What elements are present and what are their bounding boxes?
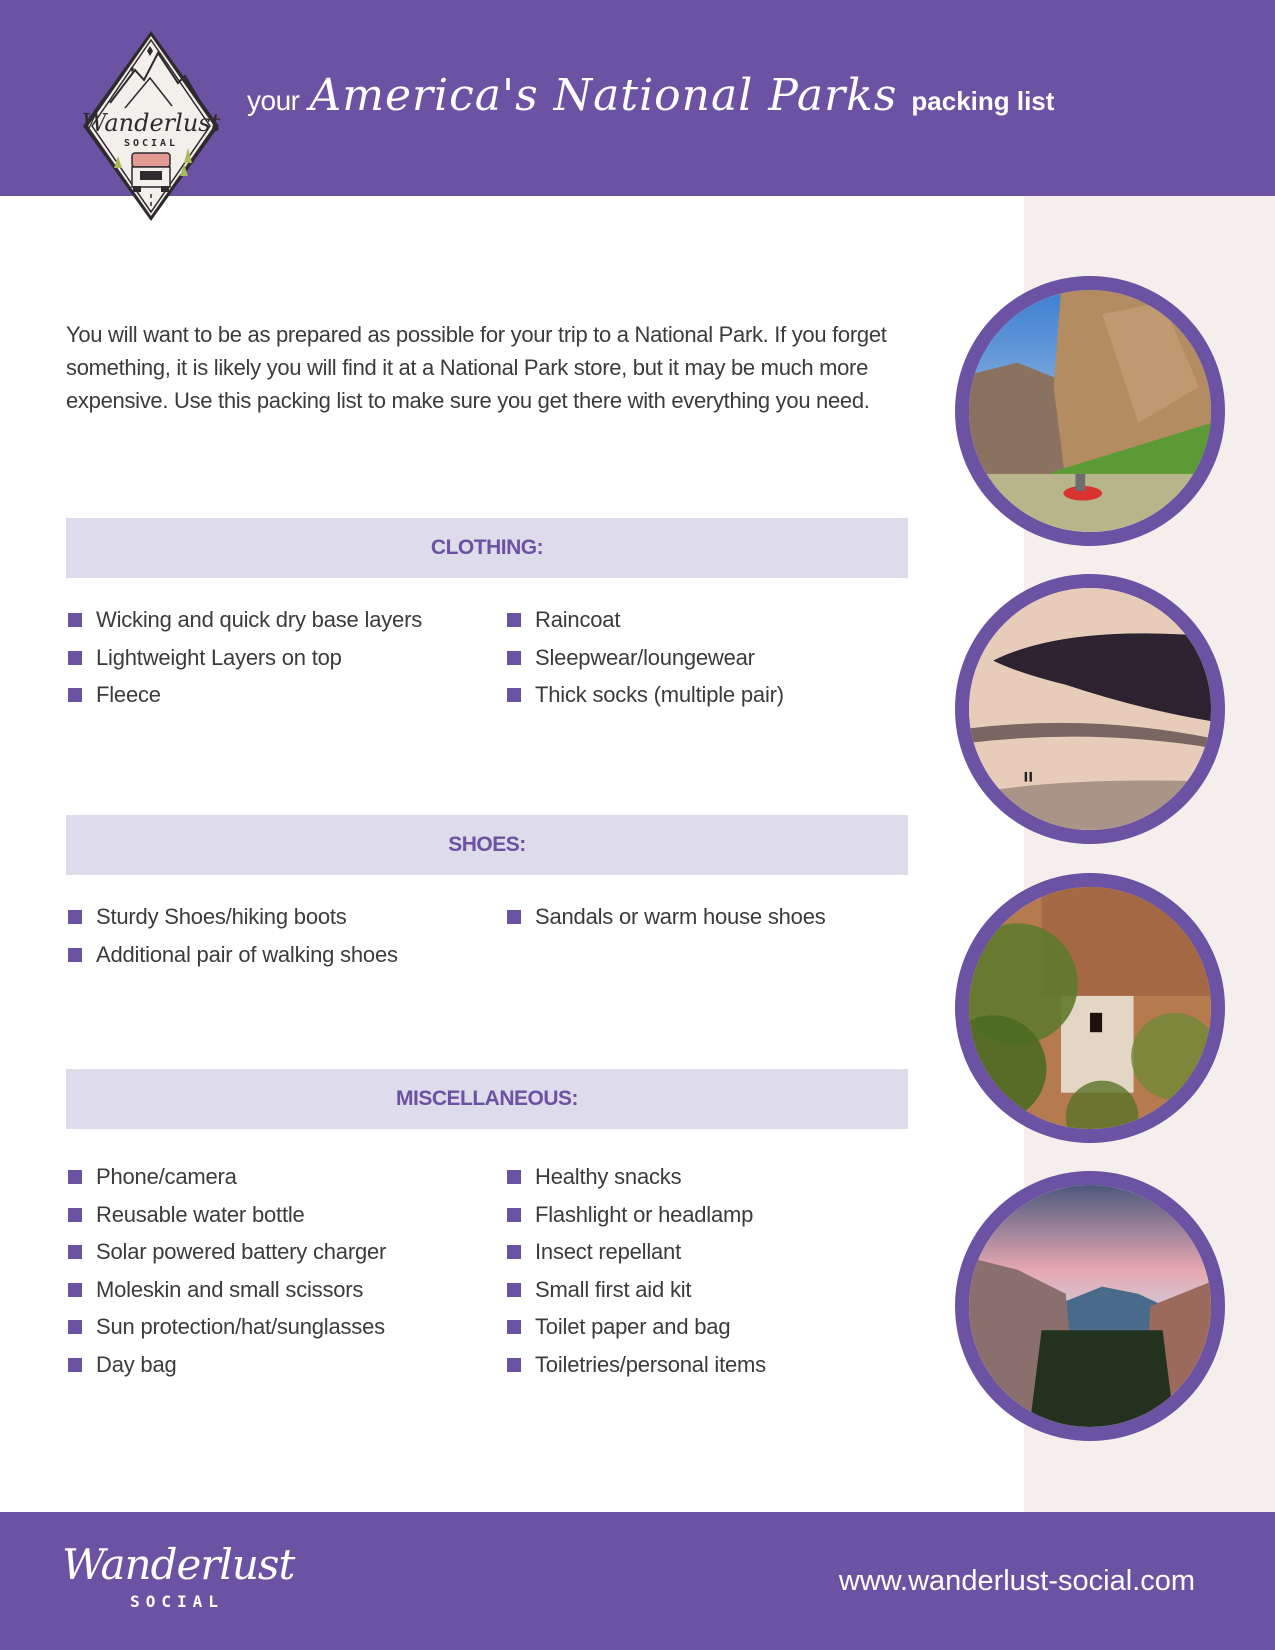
footer-logo-sub: SOCIAL <box>130 1592 224 1611</box>
list-item: Flashlight or headlamp <box>505 1196 925 1234</box>
list-item: Sun protection/hat/sunglasses <box>66 1308 486 1346</box>
shoes-list-right <box>505 898 925 936</box>
square-bullet-icon <box>68 1283 82 1297</box>
list-item: Reusable water bottle <box>66 1196 486 1234</box>
list-item: Lightweight Layers on top <box>66 639 436 677</box>
list-item: Phone/camera <box>66 1158 486 1196</box>
list-item: Toilet paper and bag <box>505 1308 925 1346</box>
list-item: Toiletries/personal items <box>505 1346 925 1384</box>
list-item: Insect repellant <box>505 1233 925 1271</box>
square-bullet-icon <box>68 1245 82 1259</box>
square-bullet-icon <box>68 688 82 702</box>
square-bullet-icon <box>507 1170 521 1184</box>
badge-icon <box>80 28 222 224</box>
list-item: Wicking and quick dry base layers <box>66 601 436 639</box>
square-bullet-icon <box>507 1358 521 1372</box>
title-suffix: packing list <box>911 86 1055 116</box>
square-bullet-icon <box>507 688 521 702</box>
list-item: Fleece <box>66 676 436 714</box>
wanderlust-badge-logo <box>80 28 222 224</box>
square-bullet-icon <box>68 613 82 627</box>
square-bullet-icon <box>68 1320 82 1334</box>
canyon-photo-icon <box>969 290 1211 532</box>
sunset-canyon-photo-icon <box>969 1185 1211 1427</box>
list-item: Sturdy Shoes/hiking boots <box>66 898 486 936</box>
square-bullet-icon <box>68 651 82 665</box>
photo-canoe-canyon <box>955 276 1225 546</box>
list-item: Thick socks (multiple pair) <box>505 676 925 714</box>
clothing-list-right <box>505 601 925 714</box>
square-bullet-icon <box>68 1170 82 1184</box>
section-header-miscellaneous <box>66 1069 908 1129</box>
intro-paragraph: You will want to be as prepared as possible for your trip to a National Park. If you forget something, it is likely you will find it at a National Park store, but it may be much more expensive. Use this packing list to make sure you get there with everything you need. <box>66 322 887 413</box>
square-bullet-icon <box>507 613 521 627</box>
misc-list-right <box>505 1158 925 1383</box>
photo-sand-dunes <box>955 574 1225 844</box>
dunes-photo-icon <box>969 588 1211 830</box>
square-bullet-icon <box>68 910 82 924</box>
section-header-shoes <box>66 815 908 875</box>
title-prefix: your <box>247 85 300 116</box>
list-item: Day bag <box>66 1346 486 1384</box>
cliff-dwelling-photo-icon <box>969 887 1211 1129</box>
photo-canyon-sunset <box>955 1171 1225 1441</box>
square-bullet-icon <box>68 1208 82 1222</box>
page-title <box>247 70 1054 140</box>
square-bullet-icon <box>507 651 521 665</box>
list-item: Sandals or warm house shoes <box>505 898 925 936</box>
list-item: Small first aid kit <box>505 1271 925 1309</box>
square-bullet-icon <box>68 1358 82 1372</box>
square-bullet-icon <box>507 1208 521 1222</box>
section-header-clothing <box>66 518 908 578</box>
title-script: America's National Parks <box>309 70 898 121</box>
list-item: Sleepwear/loungewear <box>505 639 925 677</box>
section-title: CLOTHING: <box>430 536 544 559</box>
list-item: Moleskin and small scissors <box>66 1271 486 1309</box>
photo-cliff-dwelling <box>955 873 1225 1143</box>
list-item: Healthy snacks <box>505 1158 925 1196</box>
list-item: Solar powered battery charger <box>66 1233 486 1271</box>
square-bullet-icon <box>507 1320 521 1334</box>
square-bullet-icon <box>507 1283 521 1297</box>
clothing-list-left <box>66 601 436 714</box>
shoes-list-left <box>66 898 486 973</box>
svg-text:SOCIAL: SOCIAL <box>123 138 179 149</box>
section-title: MISCELLANEOUS: <box>396 1087 578 1110</box>
website-link[interactable]: www.wanderlust-social.com <box>838 1565 1195 1597</box>
svg-text:Wanderlust: Wanderlust <box>81 109 221 137</box>
list-item: Raincoat <box>505 601 925 639</box>
section-title: SHOES: <box>448 833 526 856</box>
list-item: Additional pair of walking shoes <box>66 936 486 974</box>
footer-logo <box>62 1540 295 1611</box>
square-bullet-icon <box>507 1245 521 1259</box>
misc-list-left <box>66 1158 486 1383</box>
footer-logo-script: Wanderlust <box>62 1540 295 1589</box>
square-bullet-icon <box>68 948 82 962</box>
square-bullet-icon <box>507 910 521 924</box>
